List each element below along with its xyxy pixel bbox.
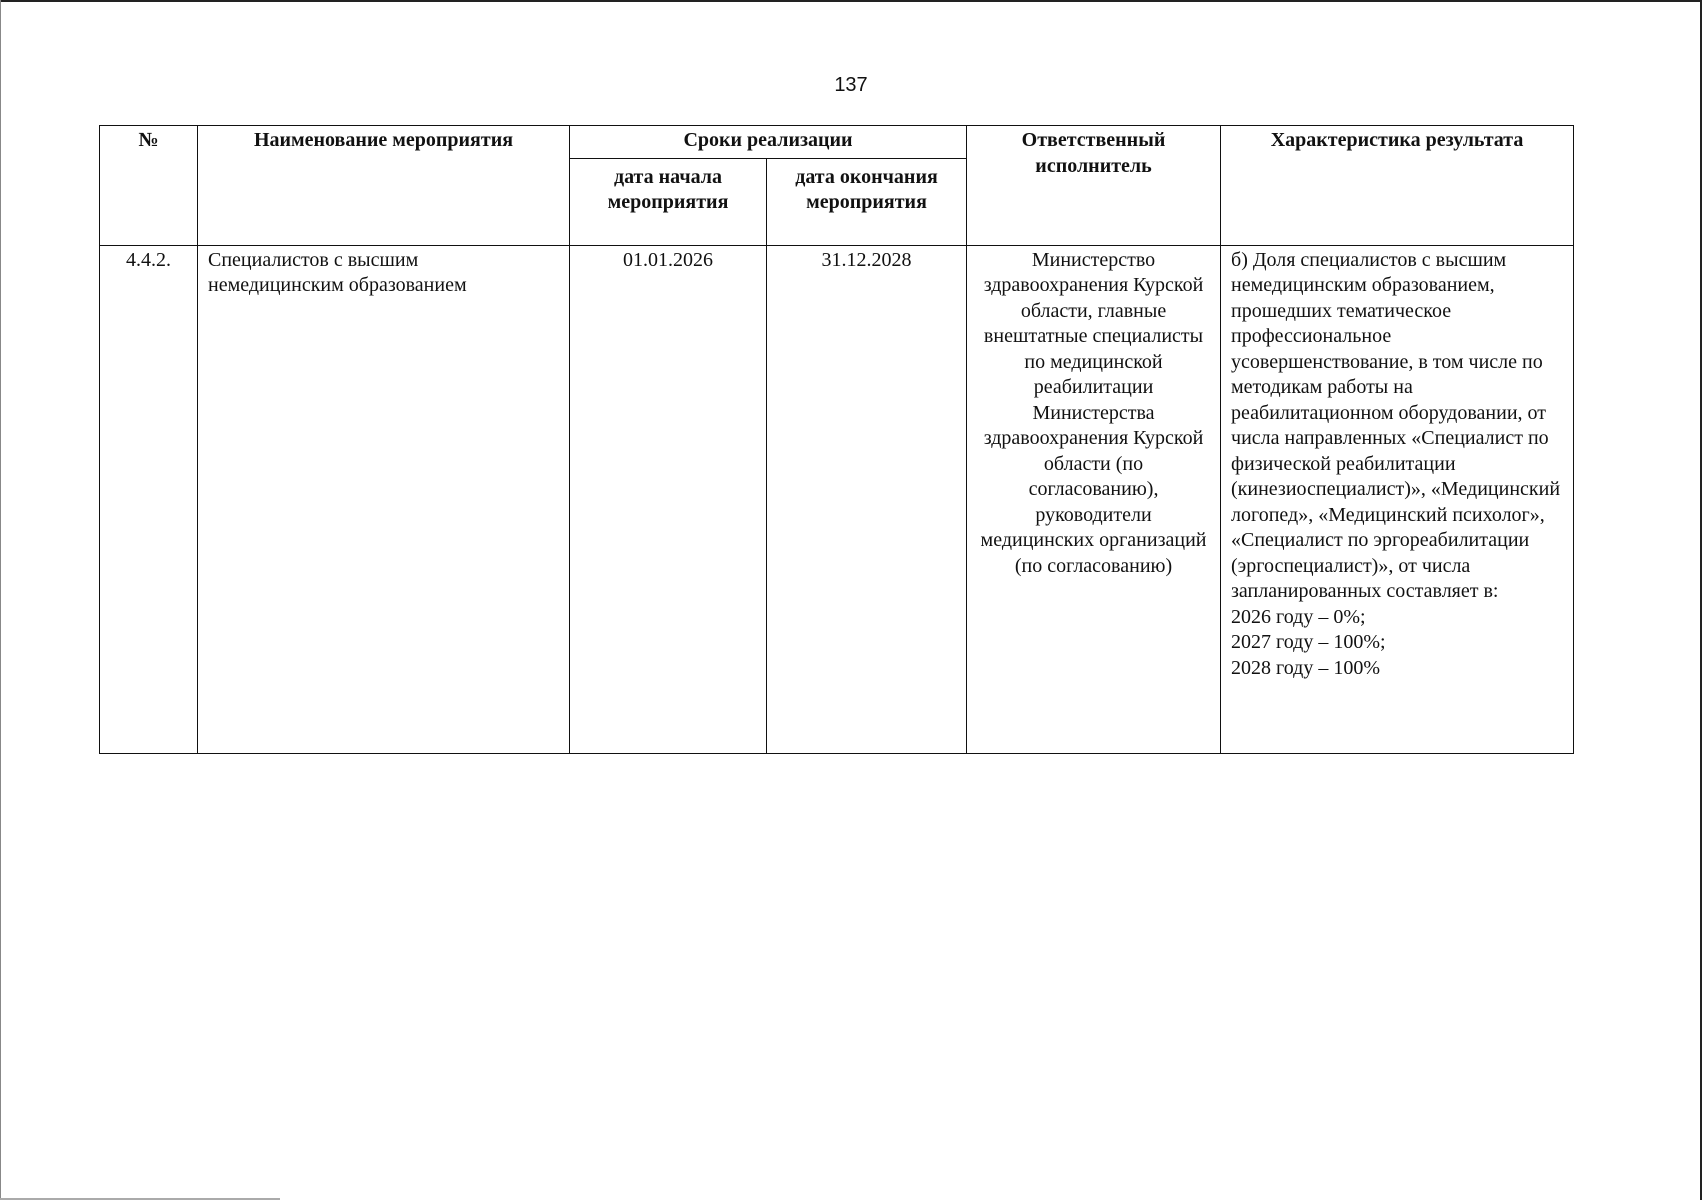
table-header-row [100, 126, 1574, 159]
page-number: 137 [834, 74, 868, 96]
row-start-date: 01.01.2026 [570, 245, 767, 753]
table-row [100, 245, 1574, 753]
header-responsible-executor: Ответственный исполнитель [967, 126, 1221, 246]
header-activity-name: Наименование мероприятия [198, 126, 570, 246]
scan-edge-left [0, 0, 1, 1200]
row-activity-name: Специалистов с высшим немедицинским образованием [198, 245, 570, 753]
scan-edge-top [0, 0, 1702, 2]
row-responsible-executor: Министерство здравоохранения Курской области, главные внештатные специалисты по медицинской реабилитации Министерства здравоохранения Курской области (по согласованию), руководители медицинских организаций (по согласованию) [967, 245, 1221, 753]
header-implementation-period: Сроки реализации [570, 126, 967, 159]
header-start-date: дата начала мероприятия [570, 158, 767, 245]
header-result-characteristic: Характеристика результата [1221, 126, 1574, 246]
header-number: № [100, 126, 198, 246]
header-end-date: дата окончания мероприятия [767, 158, 967, 245]
row-number: 4.4.2. [100, 245, 198, 753]
activity-table [99, 125, 1574, 754]
row-result-characteristic: б) Доля специалистов с высшим немедицинским образованием, прошедших тематическое профессиональное усовершенствование, в том числе по методикам работы на реабилитационном оборудовании, от числа направленных «Специалист по физической реабилитации (кинезиоспециалист)», «Медицинский логопед», «Медицинский психолог», «Специалист по эргореабилитации (эргоспециалист)», от числа запланированных составляет в: 2026 году – 0%; 2027 году – 100%; 2028 году – 100% [1221, 245, 1574, 753]
row-end-date: 31.12.2028 [767, 245, 967, 753]
